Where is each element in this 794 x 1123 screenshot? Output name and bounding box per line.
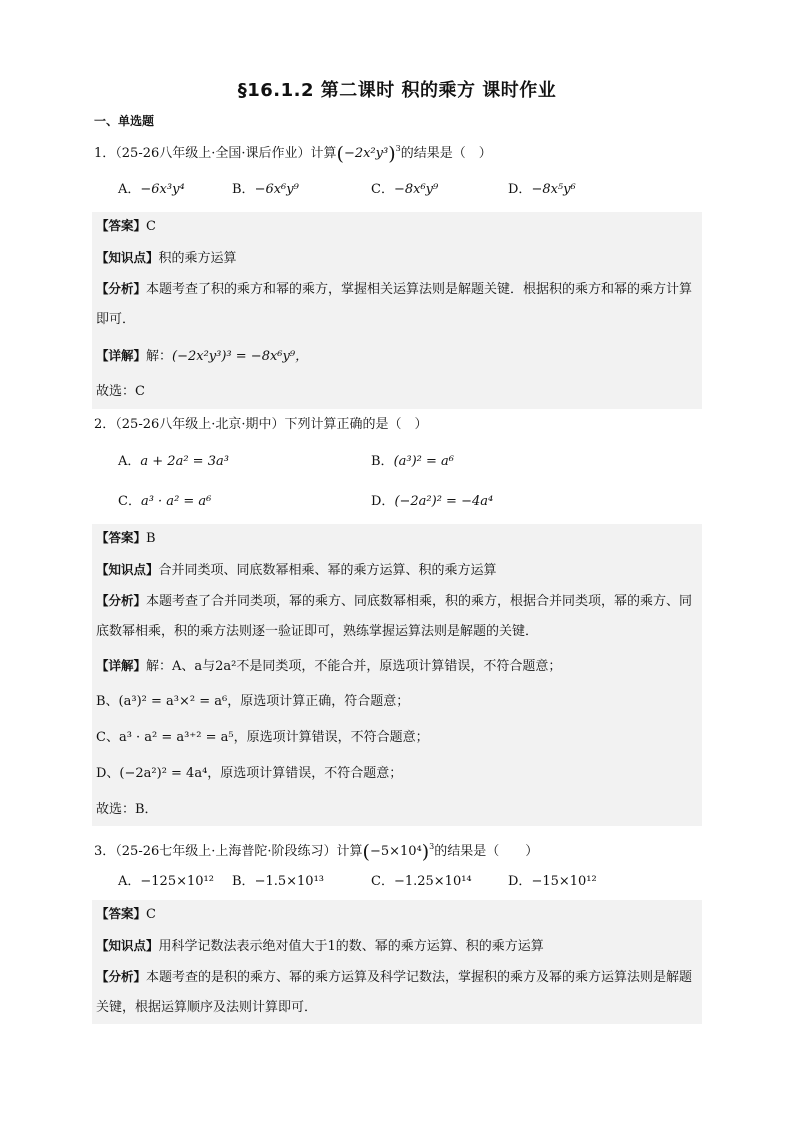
q2-choose: 故选：B． [96,802,158,817]
analysis-text: 本题考查了积的乘方和幂的乘方，掌握相关运算法则是解题关键．根据积的乘方和幂的乘方计算即可． [96,282,693,327]
option-text: −6x⁶y⁹ [254,182,299,197]
q2-detail-b: B、(a³)² = a³×² = a⁶，原选项计算正确，符合题意； [96,694,410,709]
question-1-expression: −2x²y³ [343,146,389,161]
option-letter: D． [371,494,395,509]
answer-tag: 【答案】 [96,530,147,545]
q2-detail-a [96,656,561,677]
q3-option-b[interactable] [232,872,324,892]
answer-value: B [146,531,156,546]
page-title: §16.1.2 第二课时 积的乘方 课时作业 [237,80,557,101]
q3-knowledge-point [96,936,544,957]
detail-text: 解：A、a与2a²不是同类项，不能合并，原选项计算错误，不符合题意； [146,659,562,674]
knowledge-tag: 【知识点】 [96,562,159,577]
question-3-prefix: 3．（25-26七年级上·上海普陀·阶段练习）计算 [94,844,363,859]
q2-answer-panel [92,524,702,826]
analysis-text: 本题考查了合并同类项，幂的乘方、同底数幂相乘，积的乘方，根据合并同类项，幂的乘方、同底数幂相乘，积的乘方法则逐一验证即可，熟练掌握运算法则是解题的关键． [96,594,693,639]
q2-knowledge-point [96,560,497,581]
q1-knowledge-point [96,248,237,269]
analysis-text: 本题考查的是积的乘方、幂的乘方运算及科学记数法，掌握积的乘方及幂的乘方运算法则是解题关键，根据运算顺序及法则计算即可． [96,970,693,1015]
option-text: −8x⁵y⁶ [531,182,576,197]
knowledge-text: 积的乘方运算 [158,251,237,266]
detail-prefix: 解： [146,349,173,364]
question-1-power: 3 [395,144,401,153]
option-letter: B． [232,182,255,197]
option-text: −6x³y⁴ [140,182,185,197]
option-letter: B． [371,454,394,469]
q2-option-b[interactable] [371,452,454,472]
q2-option-c[interactable] [118,492,211,512]
option-text: −1.25×10¹⁴ [393,874,472,889]
q2-option-d[interactable] [371,492,493,512]
option-letter: B． [232,874,255,889]
q3-answer-panel [92,900,702,1024]
analysis-tag: 【分析】 [96,969,147,984]
knowledge-tag: 【知识点】 [96,250,159,265]
q1-analysis [96,274,698,335]
q2-detail-d: D、(−2a²)² = 4a⁴，原选项计算错误，不符合题意； [96,766,403,781]
answer-tag: 【答案】 [96,906,147,921]
option-text: −1.5×10¹³ [254,874,324,889]
q2-analysis [96,586,698,647]
option-text: a³ · a² = a⁶ [140,494,212,509]
analysis-tag: 【分析】 [96,593,147,608]
option-text: a + 2a² = 3a³ [140,454,229,469]
option-letter: A． [118,874,141,889]
q2-detail-c: C、a³ · a² = a³⁺² = a⁵，原选项计算错误，不符合题意； [96,730,429,745]
q1-option-d[interactable] [508,180,576,200]
q3-answer [96,904,156,925]
option-letter: C． [371,874,394,889]
q1-detail [96,346,308,367]
q1-answer-panel [92,212,702,409]
detail-tag: 【详解】 [96,658,147,673]
q1-answer [96,216,156,237]
q1-option-c[interactable] [371,180,438,200]
option-text: −125×10¹² [140,874,214,889]
question-3-stem: 3．（25-26七年级上·上海普陀·阶段练习）计算$(-5\times 10^4)^3$的结果是（ ） [94,841,539,863]
option-letter: A． [118,182,141,197]
knowledge-text: 合并同类项、同底数幂相乘、幂的乘方运算、积的乘方运算 [158,563,497,578]
option-text: (a³)² = a⁶ [393,454,454,469]
question-3-power: 3 [429,842,435,851]
q3-option-a[interactable] [118,872,214,892]
question-2-stem: 2．（25-26八年级上·北京·期中）下列计算正确的是（ ） [94,417,428,432]
answer-value: C [146,907,156,922]
option-text: −15×10¹² [531,874,597,889]
analysis-tag: 【分析】 [96,281,147,296]
question-1-prefix: 1．（25-26八年级上·全国·课后作业）计算 [94,146,337,161]
answer-value: C [146,219,156,234]
question-1-suffix: 的结果是（ ） [400,146,492,161]
q3-option-d[interactable] [508,872,597,892]
option-letter: C． [118,494,141,509]
knowledge-tag: 【知识点】 [96,938,159,953]
option-letter: C． [371,182,394,197]
q2-answer [96,528,156,549]
option-letter: A． [118,454,141,469]
option-letter: D． [508,874,532,889]
q1-option-b[interactable] [232,180,299,200]
knowledge-text: 用科学记数法表示绝对值大于1的数、幂的乘方运算、积的乘方运算 [158,939,544,954]
answer-tag: 【答案】 [96,218,147,233]
q3-option-c[interactable] [371,872,472,892]
detail-expression: (−2x²y³)³ = −8x⁶y⁹， [172,349,309,364]
question-1-stem: 1．（25-26八年级上·全国·课后作业）计算$(-2x^2y^3)^3$的结果是（ ） [94,143,492,165]
section-heading: 一、单选题 [94,114,155,128]
option-text: −8x⁶y⁹ [393,182,439,197]
detail-tag: 【详解】 [96,348,147,363]
q1-option-a[interactable] [118,180,185,200]
option-letter: D． [508,182,532,197]
question-3-expression: −5×10⁴ [369,844,422,859]
question-3-suffix: 的结果是（ ） [434,844,539,859]
q1-choose: 故选：C [96,384,145,399]
q3-analysis [96,962,698,1023]
q2-option-a[interactable] [118,452,229,472]
option-text: (−2a²)² = −4a⁴ [394,494,494,509]
